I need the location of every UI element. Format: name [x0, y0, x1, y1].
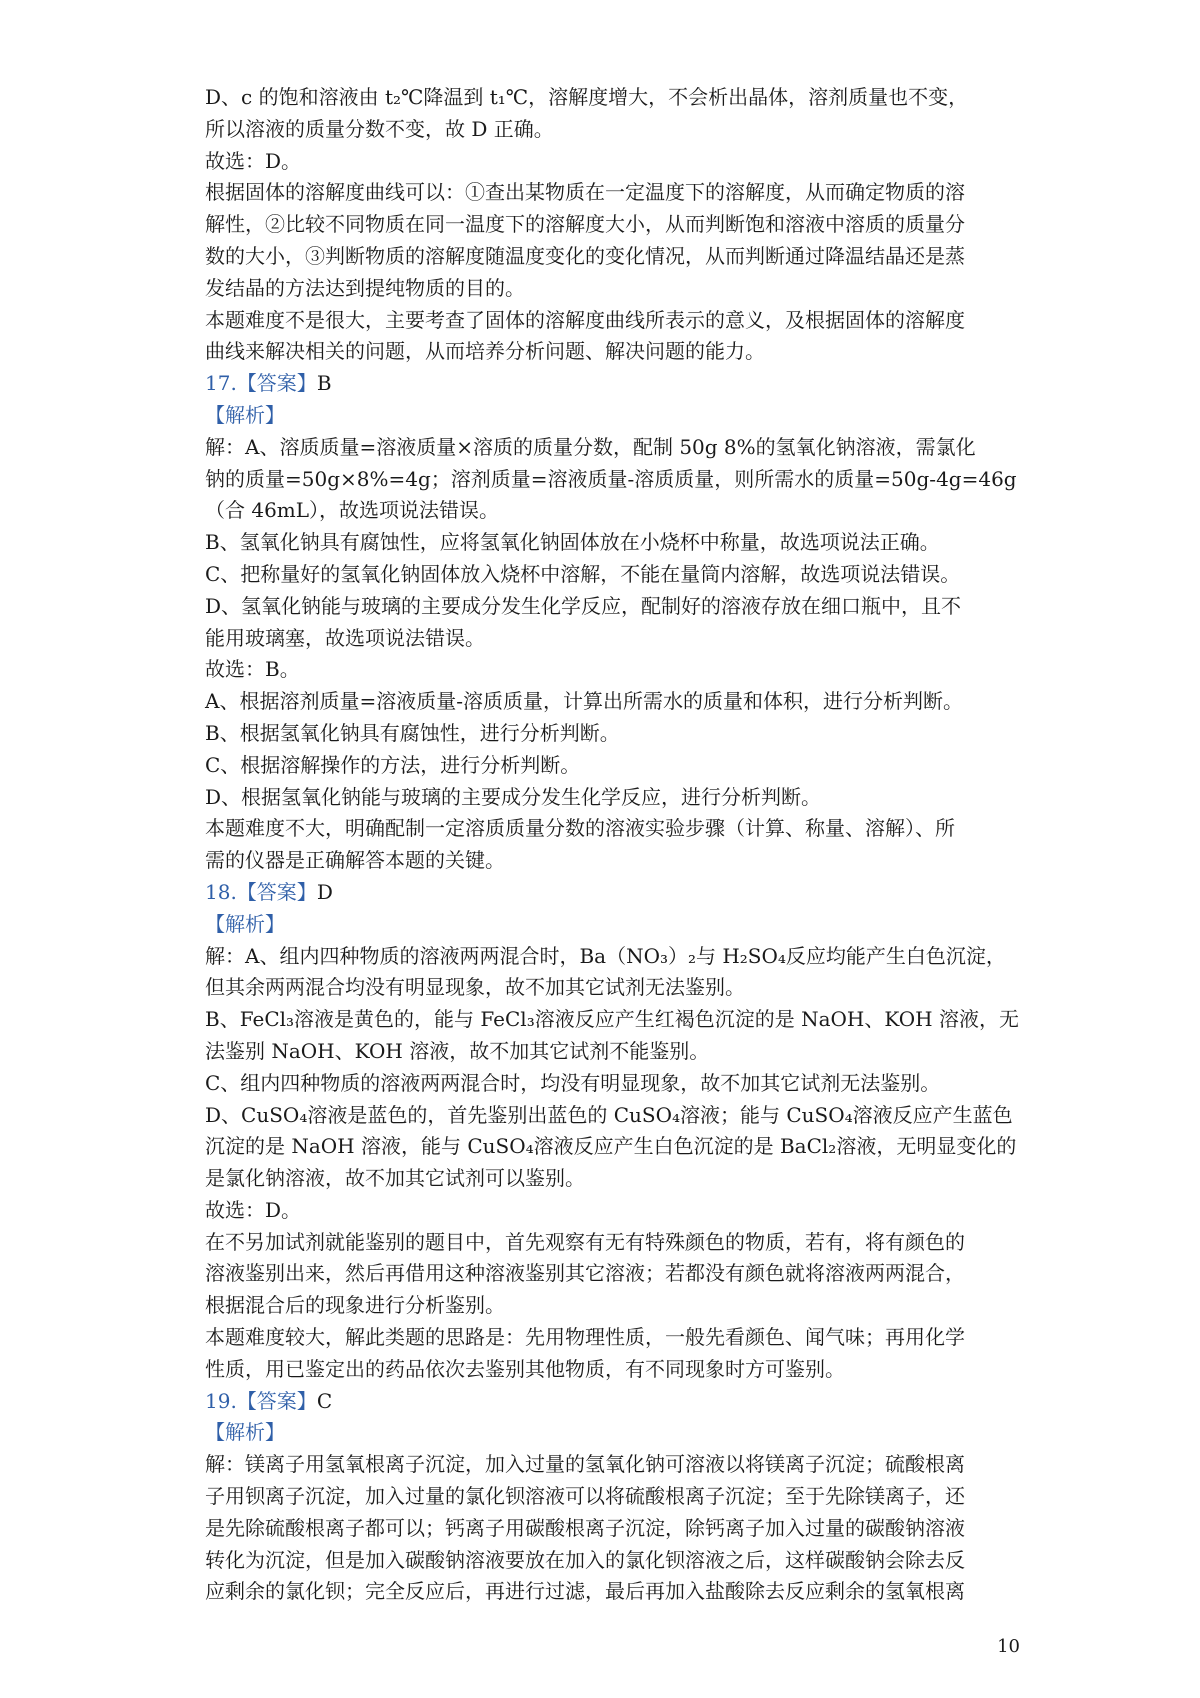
question-label: 19.【答案】 — [205, 1388, 317, 1413]
answer-heading — [205, 877, 1017, 909]
text-line: 本题难度较大，解此类题的思路是：先用物理性质，一般先看颜色、闻气味；再用化学 — [205, 1325, 965, 1350]
text-line: 溶液鉴别出来，然后再借用这种溶液鉴别其它溶液；若都没有颜色就将溶液两两混合， — [205, 1261, 965, 1286]
question-label: 18.【答案】 — [205, 879, 317, 904]
text-line: 根据混合后的现象进行分析鉴别。 — [205, 1293, 505, 1318]
text-line: D、氢氧化钠能与玻璃的主要成分发生化学反应，配制好的溶液存放在细口瓶中，且不 — [205, 593, 962, 618]
text-line: 所以溶液的质量分数不变，故 D 正确。 — [205, 116, 554, 141]
text-line: 数的大小，③判断物质的溶解度随温度变化的变化情况，从而判断通过降温结晶还是蒸 — [205, 243, 965, 268]
text-line: 应剩余的氯化钡；完全反应后，再进行过滤，最后再加入盐酸除去反应剩余的氢氧根离 — [205, 1579, 965, 1604]
text-line: B、根据氢氧化钠具有腐蚀性，进行分析判断。 — [205, 720, 620, 745]
question-label: 【解析】 — [205, 911, 285, 936]
answer-heading — [205, 1386, 1017, 1418]
question-label: 【解析】 — [205, 1420, 285, 1445]
text-line: 法鉴别 NaOH、KOH 溶液，故不加其它试剂不能鉴别。 — [205, 1038, 710, 1063]
text-line: 根据固体的溶解度曲线可以：①查出某物质在一定温度下的溶解度，从而确定物质的溶 — [205, 180, 965, 205]
text-line: 性质，用已鉴定出的药品依次去鉴别其他物质，有不同现象时方可鉴别。 — [205, 1356, 845, 1381]
text-line: A、根据溶剂质量=溶液质量-溶质质量，计算出所需水的质量和体积，进行分析判断。 — [205, 689, 963, 714]
text-line: C、组内四种物质的溶液两两混合时，均没有明显现象，故不加其它试剂无法鉴别。 — [205, 1070, 941, 1095]
document-body — [205, 82, 1017, 1608]
text-line: 解：A、组内四种物质的溶液两两混合时，Ba（NO₃）₂与 H₂SO₄反应均能产生白色沉淀， — [205, 943, 1006, 968]
text-line: D、c 的饱和溶液由 t₂℃降温到 t₁℃，溶解度增大，不会析出晶体，溶剂质量也不变， — [205, 85, 969, 109]
question-label: 17.【答案】 — [205, 371, 317, 396]
text-line: 故选：B。 — [205, 657, 300, 682]
text-line: 转化为沉淀，但是加入碳酸钠溶液要放在加入的氯化钡溶液之后，这样碳酸钠会除去反 — [205, 1547, 965, 1572]
text-line: 是先除硫酸根离子都可以；钙离子用碳酸根离子沉淀，除钙离子加入过量的碳酸钠溶液 — [205, 1515, 965, 1540]
text-line: C、根据溶解操作的方法，进行分析判断。 — [205, 752, 581, 777]
answer-heading — [205, 368, 1017, 400]
text-line: 本题难度不大，明确配制一定溶质质量分数的溶液实验步骤（计算、称量、溶解）、所 — [205, 816, 955, 841]
text-line: 能用玻璃塞，故选项说法错误。 — [205, 625, 485, 650]
answer-choice: D — [316, 879, 333, 904]
text-line: 故选：D。 — [205, 1197, 302, 1222]
text-line: B、氢氧化钠具有腐蚀性，应将氢氧化钠固体放在小烧杯中称量，故选项说法正确。 — [205, 530, 940, 555]
text-line: 故选：D。 — [205, 148, 302, 173]
text-line: 子用钡离子沉淀，加入过量的氯化钡溶液可以将硫酸根离子沉淀；至于先除镁离子，还 — [205, 1484, 965, 1509]
text-line: 解性，②比较不同物质在同一温度下的溶解度大小，从而判断饱和溶液中溶质的质量分 — [205, 212, 965, 237]
text-line: 解：A、溶质质量=溶液质量×溶质的质量分数，配制 50g 8%的氢氧化钠溶液，需氯化 — [205, 434, 976, 459]
question-label: 【解析】 — [205, 402, 285, 427]
text-line: 但其余两两混合均没有明显现象，故不加其它试剂无法鉴别。 — [205, 975, 745, 1000]
text-line: 在不另加试剂就能鉴别的题目中，首先观察有无有特殊颜色的物质，若有，将有颜色的 — [205, 1229, 965, 1254]
analysis-heading — [205, 909, 1017, 941]
text-line: 沉淀的是 NaOH 溶液，能与 CuSO₄溶液反应产生白色沉淀的是 BaCl₂溶液，无明显变化的 — [205, 1134, 1017, 1159]
analysis-heading — [205, 400, 1017, 432]
answer-choice: B — [316, 371, 332, 396]
text-line: D、CuSO₄溶液是蓝色的，首先鉴别出蓝色的 CuSO₄溶液；能与 CuSO₄溶液反应产生蓝色 — [205, 1102, 1013, 1127]
text-line: B、FeCl₃溶液是黄色的，能与 FeCl₃溶液反应产生红褐色沉淀的是 NaOH、KOH 溶液，无 — [205, 1007, 1019, 1032]
text-line: （合 46mL），故选项说法错误。 — [205, 498, 500, 523]
analysis-heading — [205, 1417, 1017, 1449]
text-line: 本题难度不是很大，主要考查了固体的溶解度曲线所表示的意义，及根据固体的溶解度 — [205, 307, 965, 332]
text-line: C、把称量好的氢氧化钠固体放入烧杯中溶解，不能在量筒内溶解，故选项说法错误。 — [205, 561, 961, 586]
page-number: 10 — [997, 1636, 1020, 1657]
text-line: 解：镁离子用氢氧根离子沉淀，加入过量的氢氧化钠可溶液以将镁离子沉淀；硫酸根离 — [205, 1452, 965, 1477]
text-line: 钠的质量=50g×8%=4g；溶剂质量=溶液质量-溶质质量，则所需水的质量=50g-4g=46g — [205, 466, 1017, 491]
answer-choice: C — [316, 1388, 333, 1413]
text-line: D、根据氢氧化钠能与玻璃的主要成分发生化学反应，进行分析判断。 — [205, 784, 822, 809]
text-line: 发结晶的方法达到提纯物质的目的。 — [205, 275, 525, 300]
text-line: 曲线来解决相关的问题，从而培养分析问题、解决问题的能力。 — [205, 339, 765, 364]
text-line: 是氯化钠溶液，故不加其它试剂可以鉴别。 — [205, 1166, 585, 1191]
text-line: 需的仪器是正确解答本题的关键。 — [205, 848, 505, 873]
